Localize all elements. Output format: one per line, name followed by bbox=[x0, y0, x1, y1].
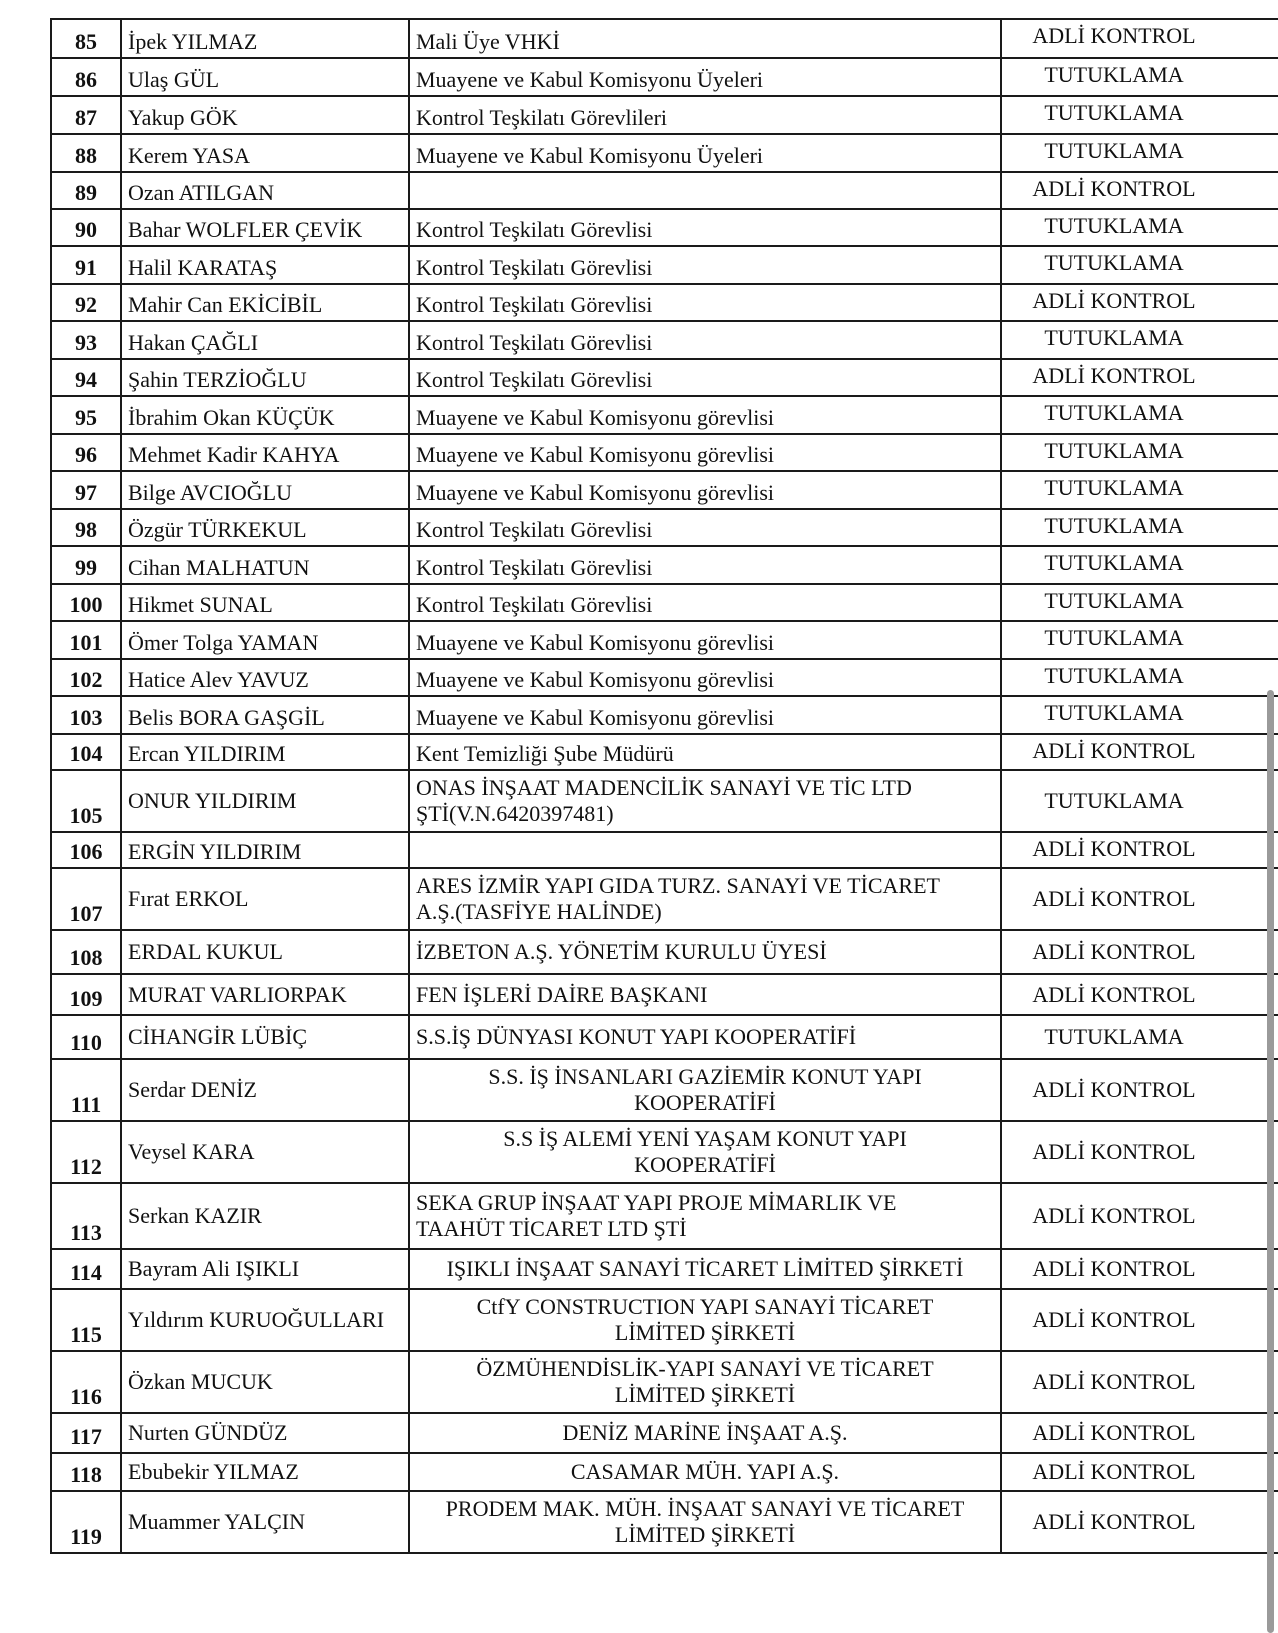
person-name: CİHANGİR LÜBİÇ bbox=[121, 1015, 409, 1059]
role-text: Mali Üye VHKİ bbox=[409, 19, 1001, 58]
role-text bbox=[409, 832, 1001, 868]
row-number: 111 bbox=[51, 1059, 121, 1121]
row-number: 93 bbox=[51, 321, 121, 359]
status-text: TUTUKLAMA bbox=[1001, 696, 1278, 734]
role-cell bbox=[409, 1351, 1001, 1413]
role-line-1: PRODEM MAK. MÜH. İNŞAAT SANAYİ VE TİCARET bbox=[445, 1496, 965, 1521]
row-number: 89 bbox=[51, 172, 121, 209]
person-name: İpek YILMAZ bbox=[121, 19, 409, 58]
role-text: İZBETON A.Ş. YÖNETİM KURULU ÜYESİ bbox=[409, 930, 1001, 974]
row-number: 107 bbox=[51, 868, 121, 930]
person-name: Ozan ATILGAN bbox=[121, 172, 409, 209]
role-text: Kontrol Teşkilatı Görevlisi bbox=[409, 359, 1001, 396]
role-text: Kontrol Teşkilatı Görevlileri bbox=[409, 96, 1001, 134]
role-text: CASAMAR MÜH. YAPI A.Ş. bbox=[409, 1453, 1001, 1491]
status-text: TUTUKLAMA bbox=[1001, 209, 1278, 246]
status-text: ADLİ KONTROL bbox=[1001, 284, 1278, 321]
person-name: Ercan YILDIRIM bbox=[121, 734, 409, 770]
role-text: Kontrol Teşkilatı Görevlisi bbox=[409, 321, 1001, 359]
table-row bbox=[51, 868, 1278, 930]
person-name: Hatice Alev YAVUZ bbox=[121, 659, 409, 696]
status-text: ADLİ KONTROL bbox=[1001, 930, 1278, 974]
status-text: ADLİ KONTROL bbox=[1001, 1183, 1278, 1249]
table-row bbox=[51, 1183, 1278, 1249]
person-name: Serdar DENİZ bbox=[121, 1059, 409, 1121]
table-row bbox=[51, 1015, 1278, 1059]
role-line-2: LİMİTED ŞİRKETİ bbox=[614, 1522, 796, 1547]
row-number: 112 bbox=[51, 1121, 121, 1183]
role-text: Kontrol Teşkilatı Görevlisi bbox=[409, 584, 1001, 621]
person-name: ERGİN YILDIRIM bbox=[121, 832, 409, 868]
role-text bbox=[409, 172, 1001, 209]
role-text: Muayene ve Kabul Komisyonu Üyeleri bbox=[409, 58, 1001, 96]
role-cell bbox=[409, 1121, 1001, 1183]
role-text: Muayene ve Kabul Komisyonu görevlisi bbox=[409, 659, 1001, 696]
role-line-1: S.S İŞ ALEMİ YENİ YAŞAM KONUT YAPI bbox=[503, 1126, 907, 1151]
role-text: Muayene ve Kabul Komisyonu görevlisi bbox=[409, 696, 1001, 734]
role-text: Kontrol Teşkilatı Görevlisi bbox=[409, 284, 1001, 321]
role-line-2: TAAHÜT TİCARET LTD ŞTİ bbox=[416, 1216, 687, 1241]
row-number: 104 bbox=[51, 734, 121, 770]
role-cell bbox=[409, 868, 1001, 930]
row-number: 102 bbox=[51, 659, 121, 696]
status-text: ADLİ KONTROL bbox=[1001, 172, 1278, 209]
table-row bbox=[51, 546, 1278, 584]
status-text: TUTUKLAMA bbox=[1001, 621, 1278, 659]
status-text: ADLİ KONTROL bbox=[1001, 974, 1278, 1015]
status-text: TUTUKLAMA bbox=[1001, 434, 1278, 471]
role-line-1: SEKA GRUP İNŞAAT YAPI PROJE MİMARLIK VE bbox=[416, 1190, 897, 1215]
person-name: Şahin TERZİOĞLU bbox=[121, 359, 409, 396]
table-row bbox=[51, 471, 1278, 509]
row-number: 95 bbox=[51, 396, 121, 434]
status-text: ADLİ KONTROL bbox=[1001, 832, 1278, 868]
person-name: Veysel KARA bbox=[121, 1121, 409, 1183]
table-row bbox=[51, 832, 1278, 868]
row-number: 97 bbox=[51, 471, 121, 509]
status-text: ADLİ KONTROL bbox=[1001, 1249, 1278, 1289]
person-name: Özgür TÜRKEKUL bbox=[121, 509, 409, 546]
table-row bbox=[51, 930, 1278, 974]
role-text: Muayene ve Kabul Komisyonu görevlisi bbox=[409, 621, 1001, 659]
suspects-table bbox=[50, 18, 1278, 1554]
person-name: İbrahim Okan KÜÇÜK bbox=[121, 396, 409, 434]
status-text: TUTUKLAMA bbox=[1001, 584, 1278, 621]
role-text: Kontrol Teşkilatı Görevlisi bbox=[409, 546, 1001, 584]
person-name: Cihan MALHATUN bbox=[121, 546, 409, 584]
role-text: Muayene ve Kabul Komisyonu görevlisi bbox=[409, 434, 1001, 471]
table-row bbox=[51, 58, 1278, 96]
row-number: 99 bbox=[51, 546, 121, 584]
status-text: ADLİ KONTROL bbox=[1001, 1121, 1278, 1183]
role-line-2: LİMİTED ŞİRKETİ bbox=[614, 1320, 796, 1345]
person-name: Kerem YASA bbox=[121, 134, 409, 172]
table-row bbox=[51, 1289, 1278, 1351]
role-cell bbox=[409, 1183, 1001, 1249]
role-line-1: S.S. İŞ İNSANLARI GAZİEMİR KONUT YAPI bbox=[488, 1064, 922, 1089]
status-text: ADLİ KONTROL bbox=[1001, 1351, 1278, 1413]
person-name: Ulaş GÜL bbox=[121, 58, 409, 96]
status-text: TUTUKLAMA bbox=[1001, 509, 1278, 546]
table-body bbox=[51, 19, 1278, 1553]
table-row bbox=[51, 1413, 1278, 1453]
status-text: ADLİ KONTROL bbox=[1001, 734, 1278, 770]
person-name: Hakan ÇAĞLI bbox=[121, 321, 409, 359]
person-name: Yakup GÖK bbox=[121, 96, 409, 134]
role-cell bbox=[409, 1059, 1001, 1121]
row-number: 109 bbox=[51, 974, 121, 1015]
row-number: 110 bbox=[51, 1015, 121, 1059]
table-row bbox=[51, 19, 1278, 58]
table-row bbox=[51, 396, 1278, 434]
role-text: Kent Temizliği Şube Müdürü bbox=[409, 734, 1001, 770]
row-number: 106 bbox=[51, 832, 121, 868]
role-line-2: LİMİTED ŞİRKETİ bbox=[614, 1382, 796, 1407]
role-text: Muayene ve Kabul Komisyonu görevlisi bbox=[409, 471, 1001, 509]
role-text: Kontrol Teşkilatı Görevlisi bbox=[409, 246, 1001, 284]
table-row bbox=[51, 96, 1278, 134]
row-number: 103 bbox=[51, 696, 121, 734]
table-row bbox=[51, 1491, 1278, 1553]
role-cell bbox=[409, 770, 1001, 832]
row-number: 108 bbox=[51, 930, 121, 974]
row-number: 94 bbox=[51, 359, 121, 396]
table-row bbox=[51, 974, 1278, 1015]
person-name: Muammer YALÇIN bbox=[121, 1491, 409, 1553]
row-number: 87 bbox=[51, 96, 121, 134]
row-number: 116 bbox=[51, 1351, 121, 1413]
table-row bbox=[51, 1121, 1278, 1183]
role-cell bbox=[409, 1289, 1001, 1351]
role-cell bbox=[409, 1491, 1001, 1553]
role-line-1: ARES İZMİR YAPI GIDA TURZ. SANAYİ VE TİCARET bbox=[416, 873, 940, 898]
role-text: Muayene ve Kabul Komisyonu görevlisi bbox=[409, 396, 1001, 434]
table-row bbox=[51, 659, 1278, 696]
row-number: 114 bbox=[51, 1249, 121, 1289]
role-line-1: CtfY CONSTRUCTION YAPI SANAYİ TİCARET bbox=[476, 1294, 934, 1319]
table-row bbox=[51, 284, 1278, 321]
scrollbar[interactable] bbox=[1267, 690, 1274, 1633]
status-text: ADLİ KONTROL bbox=[1001, 1413, 1278, 1453]
table-row bbox=[51, 1059, 1278, 1121]
row-number: 113 bbox=[51, 1183, 121, 1249]
person-name: Hikmet SUNAL bbox=[121, 584, 409, 621]
table-row bbox=[51, 734, 1278, 770]
row-number: 118 bbox=[51, 1453, 121, 1491]
status-text: ADLİ KONTROL bbox=[1001, 1289, 1278, 1351]
table-row bbox=[51, 1249, 1278, 1289]
status-text: ADLİ KONTROL bbox=[1001, 868, 1278, 930]
person-name: Bayram Ali IŞIKLI bbox=[121, 1249, 409, 1289]
status-text: TUTUKLAMA bbox=[1001, 471, 1278, 509]
table-row bbox=[51, 584, 1278, 621]
status-text: TUTUKLAMA bbox=[1001, 396, 1278, 434]
role-line-2: ŞTİ(V.N.6420397481) bbox=[416, 801, 614, 826]
person-name: Mahir Can EKİCİBİL bbox=[121, 284, 409, 321]
role-text: IŞIKLI İNŞAAT SANAYİ TİCARET LİMİTED ŞİRKETİ bbox=[409, 1249, 1001, 1289]
row-number: 86 bbox=[51, 58, 121, 96]
person-name: ERDAL KUKUL bbox=[121, 930, 409, 974]
row-number: 115 bbox=[51, 1289, 121, 1351]
person-name: Nurten GÜNDÜZ bbox=[121, 1413, 409, 1453]
table-row bbox=[51, 134, 1278, 172]
table-row bbox=[51, 434, 1278, 471]
person-name: MURAT VARLIORPAK bbox=[121, 974, 409, 1015]
row-number: 100 bbox=[51, 584, 121, 621]
table-row bbox=[51, 172, 1278, 209]
person-name: Özkan MUCUK bbox=[121, 1351, 409, 1413]
status-text: TUTUKLAMA bbox=[1001, 134, 1278, 172]
row-number: 92 bbox=[51, 284, 121, 321]
table-row bbox=[51, 359, 1278, 396]
row-number: 105 bbox=[51, 770, 121, 832]
status-text: TUTUKLAMA bbox=[1001, 770, 1278, 832]
row-number: 85 bbox=[51, 19, 121, 58]
row-number: 90 bbox=[51, 209, 121, 246]
status-text: TUTUKLAMA bbox=[1001, 58, 1278, 96]
row-number: 98 bbox=[51, 509, 121, 546]
table-row bbox=[51, 1351, 1278, 1413]
status-text: TUTUKLAMA bbox=[1001, 246, 1278, 284]
person-name: Halil KARATAŞ bbox=[121, 246, 409, 284]
person-name: ONUR YILDIRIM bbox=[121, 770, 409, 832]
role-line-2: KOOPERATİFİ bbox=[634, 1152, 776, 1177]
person-name: Ebubekir YILMAZ bbox=[121, 1453, 409, 1491]
person-name: Mehmet Kadir KAHYA bbox=[121, 434, 409, 471]
role-text: Muayene ve Kabul Komisyonu Üyeleri bbox=[409, 134, 1001, 172]
person-name: Yıldırım KURUOĞULLARI bbox=[121, 1289, 409, 1351]
status-text: TUTUKLAMA bbox=[1001, 96, 1278, 134]
status-text: ADLİ KONTROL bbox=[1001, 1491, 1278, 1553]
status-text: ADLİ KONTROL bbox=[1001, 1059, 1278, 1121]
role-text: Kontrol Teşkilatı Görevlisi bbox=[409, 509, 1001, 546]
table-row bbox=[51, 770, 1278, 832]
role-text: S.S.İŞ DÜNYASI KONUT YAPI KOOPERATİFİ bbox=[409, 1015, 1001, 1059]
role-text: DENİZ MARİNE İNŞAAT A.Ş. bbox=[409, 1413, 1001, 1453]
row-number: 117 bbox=[51, 1413, 121, 1453]
person-name: Belis BORA GAŞGİL bbox=[121, 696, 409, 734]
table-row bbox=[51, 321, 1278, 359]
row-number: 96 bbox=[51, 434, 121, 471]
status-text: TUTUKLAMA bbox=[1001, 1015, 1278, 1059]
role-text: Kontrol Teşkilatı Görevlisi bbox=[409, 209, 1001, 246]
status-text: TUTUKLAMA bbox=[1001, 321, 1278, 359]
person-name: Serkan KAZIR bbox=[121, 1183, 409, 1249]
role-line-2: KOOPERATİFİ bbox=[634, 1090, 776, 1115]
person-name: Ömer Tolga YAMAN bbox=[121, 621, 409, 659]
role-line-1: ONAS İNŞAAT MADENCİLİK SANAYİ VE TİC LTD bbox=[416, 775, 912, 800]
role-line-1: ÖZMÜHENDİSLİK-YAPI SANAYİ VE TİCARET bbox=[476, 1356, 934, 1381]
person-name: Bahar WOLFLER ÇEVİK bbox=[121, 209, 409, 246]
row-number: 101 bbox=[51, 621, 121, 659]
row-number: 119 bbox=[51, 1491, 121, 1553]
status-text: ADLİ KONTROL bbox=[1001, 359, 1278, 396]
status-text: TUTUKLAMA bbox=[1001, 659, 1278, 696]
status-text: ADLİ KONTROL bbox=[1001, 19, 1278, 58]
person-name: Bilge AVCIOĞLU bbox=[121, 471, 409, 509]
role-text: FEN İŞLERİ DAİRE BAŞKANI bbox=[409, 974, 1001, 1015]
table-row bbox=[51, 1453, 1278, 1491]
table-row bbox=[51, 246, 1278, 284]
table-row bbox=[51, 209, 1278, 246]
role-line-2: A.Ş.(TASFİYE HALİNDE) bbox=[416, 899, 662, 924]
person-name: Fırat ERKOL bbox=[121, 868, 409, 930]
row-number: 91 bbox=[51, 246, 121, 284]
table-row bbox=[51, 621, 1278, 659]
table-row bbox=[51, 509, 1278, 546]
row-number: 88 bbox=[51, 134, 121, 172]
table-row bbox=[51, 696, 1278, 734]
status-text: ADLİ KONTROL bbox=[1001, 1453, 1278, 1491]
status-text: TUTUKLAMA bbox=[1001, 546, 1278, 584]
